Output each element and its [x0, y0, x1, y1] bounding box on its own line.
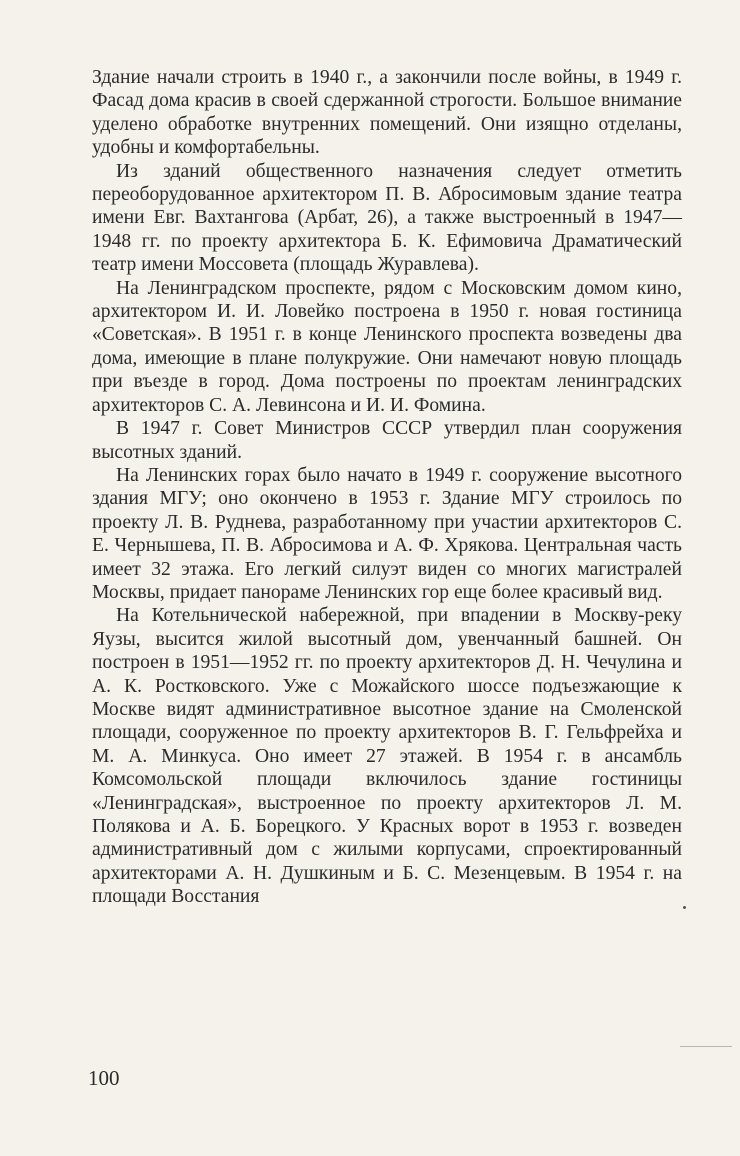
body-text [92, 66, 682, 909]
paragraph-4: В 1947 г. Совет Министров СССР утвердил план сооружения высотных зданий. [92, 418, 682, 463]
paragraph-6: На Котельнической набережной, при впадении в Москву-реку Яузы, высится жилой высотный дом, увенчанный башней. Он построен в 1951—1952 гг. по проекту архитекторов Д. Н. Чечулина и А. К. Ростковского. Уже с Можайского шоссе подъезжающие к Москве видят административное высотное здание на Смоленской площади, сооруженное по проекту архитекторов В. Г. Гельфрейха и М. А. Минкуса. Оно имеет 27 этажей. В 1954 г. в ансамбль Комсомольской площади включилось здание гостиницы «Ленинградская», выстроенное по проекту архитекторов Л. М. Полякова и А. Б. Борецкого. У Красных ворот в 1953 г. возведен административный дом с жилыми корпусами, спроектированный архитекторами А. Н. Душкиным и Б. С. Мезенцевым. В 1954 г. на площади Восстания [92, 605, 682, 908]
paragraph-5: На Ленинских горах было начато в 1949 г. сооружение высотного здания МГУ; оно окончено в 1953 г. Здание МГУ строилось по проекту Л. В. Руднева, разработанному при участии архитекторов С. Е. Чернышева, П. В. Абросимова и А. Ф. Хрякова. Центральная часть имеет 32 этажа. Его легкий силуэт виден со многих магистралей Москвы, придает панораме Ленинских гор еще более красивый вид. [92, 464, 682, 603]
page-number: 100 [88, 1066, 120, 1090]
paragraph-3: На Ленинградском проспекте, рядом с Московским домом кино, архитектором И. И. Ловейко построена в 1950 г. новая гостиница «Советская». В 1951 г. в конце Ленинского проспекта возведены два дома, имеющие в плане полукружие. Они намечают новую площадь при въезде в город. Дома построены по проектам ленинградских архитекторов С. А. Левинсона и И. И. Фомина. [92, 277, 682, 416]
paragraph-2: Из зданий общественного назначения следует отметить переоборудованное архитектором П. В. Абросимовым здание театра имени Евг. Вахтангова (Арбат, 26), а также выстроенный в 1947—1948 гг. по проекту архитектора Б. К. Ефимовича Драматический театр имени Моссовета (площадь Журавлева). [92, 160, 682, 276]
paragraph-1: Здание начали строить в 1940 г., а закончили после войны, в 1949 г. Фасад дома красив в своей сдержанной строгости. Большое внимание уделено обработке внутренних помещений. Они изящно отделаны, удобны и комфортабельны. [92, 67, 682, 159]
page-edge-mark [680, 1046, 732, 1047]
print-speck [683, 906, 686, 909]
